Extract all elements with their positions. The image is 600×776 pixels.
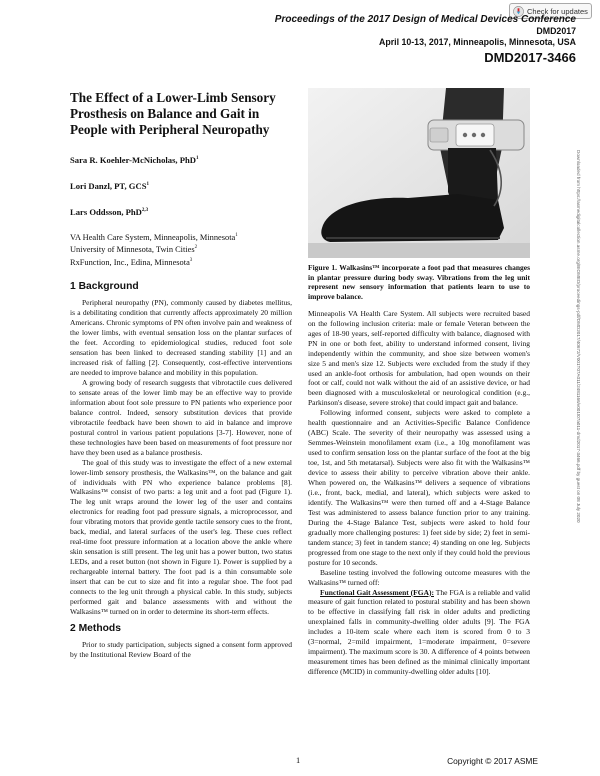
right-column [308, 88, 530, 677]
methods-heading: 2 Methods [70, 622, 121, 634]
page-number: 1 [296, 756, 301, 765]
left-column [70, 90, 292, 660]
right-paragraph-2: Following informed consent, subjects were asked to complete a health questionnaire and an Activities-Specific Balance Confidence (ABC) Scale. The severity of their neuropathy was assessed using a Semmes-Weinstein monofilament exam (i.e., a 10g monofilament was used to confirm sensation loss on the plantar surface of the foot at the big toe, 1st, and 5th metatarsal). Subjects were also fit with the Walkasins™ device to assess their ability to perceive vibration above their ankle. When powered on, the Walkasins™ delivers a sequence of vibrations (i.e., front, back, medial, and lateral), which subjects were asked to identify. The Walkasins™ were then turned off and a 4-Stage Balance Test was administered to assess balance function prior to any training. During the 4-Stage Balance Test, subjects were asked to hold four gradually more challenging postures: 1) feet side by side; 2) feet in semi-tandem stance; 3) feet in tandem stance; 4) standing on one leg. Subjects progressed from one stage to the next only if they could hold the previous posture for 10 seconds. [308, 408, 530, 567]
conference-code: DMD2017 [536, 26, 576, 36]
figure-1-caption: Figure 1. Walkasins™ incorporate a foot pad that measures changes in plantar pressure during body sway. Vibrations from the leg unit represent new sensory information that patients learn to use to improve balance. [308, 263, 530, 302]
conference-date-place: April 10-13, 2017, Minneapolis, Minnesota, USA [378, 37, 576, 47]
affiliations [70, 231, 292, 269]
background-heading: 1 Background [70, 281, 139, 293]
author-3: Lars Oddsson, PhD$^{2,3}$ [70, 206, 149, 217]
conference-header [196, 14, 576, 66]
affiliation-2: University of Minnesota, Twin Cities$^2$ [70, 244, 198, 254]
check-updates-label: Check for updates [527, 6, 588, 16]
methods-paragraph-1: Prior to study participation, subjects signed a consent form approved by the Institutional Review Board of the [70, 639, 292, 659]
author-2: Lori Danzl, PT, GCS$^1$ [70, 180, 149, 191]
paper-id: DMD2017-3466 [484, 50, 576, 65]
affiliation-1: VA Health Care System, Minneapolis, Minnesota$^1$ [70, 232, 238, 242]
affiliation-3: RxFunction, Inc., Edina, Minnesota$^3$ [70, 257, 193, 267]
figure-1-photo [308, 88, 530, 258]
walkasins-leg-photo [308, 88, 530, 258]
background-paragraph-1: Peripheral neuropathy (PN), commonly caused by diabetes mellitus, is a debilitating condition that currently affects approximately 20 million Americans. Chronic symptoms of PN often involve pain and weakness of the lower limbs, with eventual sensation loss on the plantar surfaces of the feet. According to epidemiological studies, reduced foot sole sensation has been linked to decreased standing stability [1] and an increased risk of falling [2]. Consequently, cost-effective interventions are needed to improve balance and mobility in this population. [70, 298, 292, 378]
author-1: Sara R. Koehler-McNicholas, PhD$^1$ [70, 154, 199, 165]
background-paragraph-3: The goal of this study was to investigate the effect of a new external lower-limb sensory prosthesis, the Walkasins™, on the balance and gait of individuals with PN who experience balance problems [8]. Walkasins™ consist of two parts: a leg unit and a foot pad (Figure 1). The leg unit wraps around the lower leg of the user and contains electronics for reading foot pad pressure signals, a microprocessor, and four vibrating motors that provide gentle tactile sensory cues to the front, back, medial, and lateral surfaces of the user's leg. These cues reflect real-time foot pressure information at a location above the ankle where skin sensation is still present. The leg unit has a power button, two status LEDs, and a reset button (not shown in Figure 1). Power is supplied by a rechargeable internal battery. The foot pad is a thin consumable sole insert that can be cut to size and fit into a regular shoe. The foot pad connects to the leg unit through a physical cable. In this study, subjects performed gait and balance assessments with and without the Walkasins™ turned on in order to determine its short-term effects. [70, 457, 292, 616]
right-paragraph-1: Minneapolis VA Health Care System. All subjects were recruited based on the following inclusion criteria: male or female Veteran between the ages of 18-90 years, self-reported difficulty with balance, diagnosed with PN in one or both feet, ability to understand informed consent, living independently within the community, and shoe size between women's size 5 and men's size 12. Subjects were excluded from the study if they used an ankle-foot orthosis for ambulation, had open wounds on their foot or calf, could not walk without the aid of an assistive device, or had been diagnosed with a musculoskeletal or neurological condition (e.g., Parkinson's disease, severe stroke) that could impact gait and balance. [308, 308, 530, 408]
right-paragraph-3: Baseline testing involved the following outcome measures with the Walkasins™ turned off: [308, 567, 530, 587]
download-side-note: Downloaded from https://asmedigitalcollection.asme.org/BIOMED/proceedings-pdf/DMD2017/40672/V001T07A011/2481166/v001t07a011-dmd2017-3466.pdf by guest on 08 July 2020 [576, 150, 581, 523]
copyright-notice: Copyright © 2017 ASME [447, 756, 538, 766]
fga-heading: Functional Gait Assessment (FGA): [320, 587, 434, 597]
conference-title: Proceedings of the 2017 Design of Medical Devices Conference [274, 14, 576, 25]
fga-text: The FGA is a reliable and valid measure of gait function related to postural stability and has been shown to be effective in classifying fall risk in older adults and predicting unexplained falls in community-dwelling older adults [9]. The FGA includes a 10-item scale where each item is scored from 0 to 3 (3=normal, 2=mild impairment, 1=moderate impairment, 0=severe impairment). The maximum score is 30. A difference of 4 points between measurement times has been defined as the minimal clinically important difference (MCID) in community-dwelling older adults [10]. [308, 587, 530, 677]
fga-paragraph [308, 588, 530, 678]
background-paragraph-2: A growing body of research suggests that vibrotactile cues delivered to sensate areas of the lower limb may be an effective way to provide information about foot sole pressure to PN patients who experience poor balance control. Indeed, sensory substitution devices that provide vibrotactile feedback have been shown to aid in balance and improve postural control in various patient populations [3-7]. However, none of these technologies have been based on measurements of foot pressure nor have they been used as a balance prosthesis. [70, 377, 292, 457]
paper-title: The Effect of a Lower-Limb Sensory Prosthesis on Balance and Gait in People with Peripheral Neuropathy [70, 90, 276, 137]
